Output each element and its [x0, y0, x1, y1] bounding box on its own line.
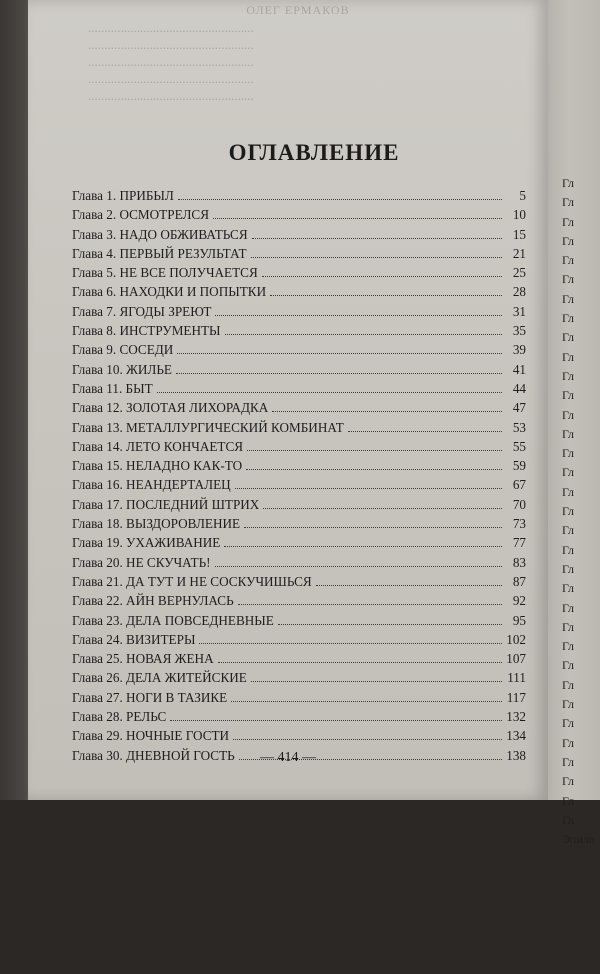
adjacent-page-fragment: Гл	[562, 619, 575, 634]
toc-list	[72, 188, 526, 767]
dot-leader	[251, 256, 502, 258]
adjacent-page-fragment: Гл	[562, 639, 575, 654]
toc-entry-label: Глава 13. МЕТАЛЛУРГИЧЕСКИЙ КОМБИНАТ	[72, 419, 344, 435]
adjacent-page-fragment: Гл	[562, 561, 575, 576]
adjacent-page-fragment: Гл	[562, 195, 575, 210]
toc-entry-page: 102	[506, 631, 526, 647]
toc-entry-label: Глава 9. СОСЕДИ	[72, 342, 174, 358]
adjacent-page-fragment: Гл	[562, 484, 575, 499]
adjacent-page-fragment: Гл	[562, 716, 575, 731]
dot-leader	[225, 333, 502, 335]
toc-entry	[72, 690, 526, 709]
toc-entry	[72, 188, 526, 207]
adjacent-page-fragment: Гл	[562, 330, 575, 345]
adjacent-page-fragment: Гл	[562, 600, 575, 615]
adjacent-page-fragment: Гл	[562, 176, 575, 190]
adjacent-page-fragment: Гл	[562, 368, 575, 383]
toc-entry-label: Глава 16. НЕАНДЕРТАЛЕЦ	[72, 477, 231, 493]
adjacent-page-fragment: Гл	[562, 542, 575, 557]
toc-entry-label: Глава 21. ДА ТУТ И НЕ СОСКУЧИШЬСЯ	[72, 573, 312, 589]
adjacent-page-fragment: Гл	[562, 407, 575, 422]
toc-entry-page: 21	[512, 245, 526, 261]
toc-entry-label: Глава 15. НЕЛАДНО КАК-ТО	[72, 458, 243, 474]
dot-leader	[348, 430, 502, 432]
toc-entry	[72, 227, 526, 246]
table-of-contents	[72, 140, 526, 767]
toc-entry-label: Глава 3. НАДО ОБЖИВАТЬСЯ	[72, 226, 248, 242]
toc-entry-label: Глава 20. НЕ СКУЧАТЬ!	[72, 554, 211, 570]
dot-leader	[218, 661, 502, 663]
toc-entry-page: 70	[512, 496, 526, 512]
toc-entry-label: Глава 22. АЙН ВЕРНУЛАСЬ	[72, 593, 234, 609]
dot-leader	[224, 545, 502, 547]
toc-entry-label: Глава 18. ВЫЗДОРОВЛЕНИЕ	[72, 516, 241, 532]
toc-entry-label: Глава 28. РЕЛЬС	[72, 709, 167, 725]
toc-entry-label: Глава 6. НАХОДКИ И ПОПЫТКИ	[72, 284, 267, 300]
dot-leader	[231, 700, 502, 702]
dot-leader	[170, 719, 502, 721]
toc-entry	[72, 477, 526, 496]
adjacent-page-fragment: Гл	[562, 311, 575, 326]
adjacent-page-text	[548, 174, 600, 974]
toc-entry	[72, 381, 526, 400]
toc-entry	[72, 728, 526, 747]
toc-entry-page: 39	[512, 342, 526, 358]
toc-entry-label: Глава 26. ДЕЛА ЖИТЕЙСКИЕ	[72, 670, 247, 686]
adjacent-page-fragment: Гл	[562, 253, 575, 268]
toc-entry	[72, 304, 526, 323]
dot-leader	[247, 449, 502, 451]
toc-entry-page: 138	[506, 747, 526, 763]
toc-entry-page: 55	[512, 438, 526, 454]
adjacent-page-fragment: Гл	[562, 793, 575, 808]
adjacent-page-fragment: Гл	[562, 581, 575, 596]
dot-leader	[251, 680, 502, 682]
toc-entry-page: 5	[519, 188, 526, 203]
toc-entry-page: 15	[512, 226, 526, 242]
toc-entry-page: 47	[512, 400, 526, 416]
dot-leader	[238, 603, 502, 605]
toc-entry-page: 111	[507, 670, 526, 686]
bleed-line: ...................................................	[88, 20, 254, 35]
toc-entry-label: Глава 19. УХАЖИВАНИЕ	[72, 535, 221, 551]
bleed-line: ...................................................	[88, 37, 254, 52]
toc-entry	[72, 555, 526, 574]
toc-entry	[72, 458, 526, 477]
adjacent-page-fragment: Гл	[562, 349, 575, 364]
toc-entry-page: 10	[512, 207, 526, 223]
toc-entry-label: Глава 27. НОГИ В ТАЗИКЕ	[72, 689, 228, 705]
running-head: ОЛЕГ ЕРМАКОВ	[246, 3, 350, 17]
toc-entry	[72, 535, 526, 554]
toc-entry-label: Глава 30. ДНЕВНОЙ ГОСТЬ	[72, 747, 235, 763]
toc-entry	[72, 593, 526, 612]
toc-entry	[72, 265, 526, 284]
adjacent-page-fragment: Гл	[562, 812, 575, 827]
toc-entry	[72, 497, 526, 516]
adjacent-page-fragment: Гл	[562, 774, 575, 789]
toc-entry-page: 31	[512, 303, 526, 319]
dot-leader	[178, 198, 502, 200]
toc-entry-page: 59	[512, 458, 526, 474]
toc-entry-label: Глава 4. ПЕРВЫЙ РЕЗУЛЬТАТ	[72, 245, 247, 261]
dot-leader	[244, 526, 502, 528]
toc-entry	[72, 651, 526, 670]
dot-leader	[177, 352, 502, 354]
toc-entry-label: Глава 8. ИНСТРУМЕНТЫ	[72, 323, 221, 339]
toc-entry-label: Глава 25. НОВАЯ ЖЕНА	[72, 651, 214, 667]
toc-entry-label: Глава 12. ЗОЛОТАЯ ЛИХОРАДКА	[72, 400, 269, 416]
page-number: — 414 —	[260, 750, 316, 765]
dot-leader	[246, 468, 502, 470]
toc-entry	[72, 246, 526, 265]
adjacent-page-fragment: Гл	[562, 233, 575, 248]
toc-title: ОГЛАВЛЕНИЕ	[228, 140, 400, 165]
dot-leader	[157, 391, 502, 393]
toc-entry	[72, 613, 526, 632]
toc-entry-page: 44	[512, 380, 526, 396]
toc-entry	[72, 342, 526, 361]
toc-entry	[72, 362, 526, 381]
toc-entry-page: 25	[512, 265, 526, 281]
show-through-text	[88, 0, 508, 140]
adjacent-page-fragment: Гл	[562, 697, 575, 712]
toc-entry-label: Глава 29. НОЧНЫЕ ГОСТИ	[72, 728, 230, 744]
adjacent-page-fragment: Гл	[562, 272, 575, 287]
toc-entry-label: Глава 10. ЖИЛЬЕ	[72, 361, 172, 377]
toc-entry	[72, 323, 526, 342]
toc-entry-page: 67	[512, 477, 526, 493]
toc-entry	[72, 516, 526, 535]
toc-entry-page: 95	[512, 612, 526, 628]
toc-entry-page: 117	[506, 689, 526, 705]
toc-entry-page: 41	[512, 361, 526, 377]
toc-entry	[72, 709, 526, 728]
toc-entry	[72, 207, 526, 226]
adjacent-page-fragment: Гл	[562, 465, 575, 480]
adjacent-page-fragment: Гл	[562, 214, 575, 229]
adjacent-page-fragment: Гл	[562, 426, 575, 441]
dot-leader	[215, 314, 502, 316]
dot-leader	[278, 623, 502, 625]
toc-entry-label: Глава 1. ПРИБЫЛ	[72, 188, 174, 203]
toc-entry-page: 87	[512, 573, 526, 589]
adjacent-page-edge	[548, 0, 600, 847]
bleed-line: ...................................................	[88, 54, 254, 69]
adjacent-page-fragment: Гл	[562, 677, 575, 692]
toc-entry	[72, 284, 526, 303]
toc-entry	[72, 400, 526, 419]
dot-leader	[263, 507, 502, 509]
toc-entry	[72, 439, 526, 458]
adjacent-page-fragment: Гл	[562, 388, 575, 403]
adjacent-page-fragment: Эпило	[562, 832, 595, 847]
adjacent-page-fragment: Гл	[562, 446, 575, 461]
dot-leader	[316, 584, 502, 586]
toc-entry-label: Глава 7. ЯГОДЫ ЗРЕЮТ	[72, 303, 212, 319]
adjacent-page-fragment: Гл	[562, 523, 575, 538]
dot-leader	[270, 294, 502, 296]
toc-entry-label: Глава 2. ОСМОТРЕЛСЯ	[72, 207, 209, 223]
toc-entry-label: Глава 11. БЫТ	[72, 380, 153, 396]
bleed-line: ...................................................	[88, 88, 254, 103]
toc-entry-label: Глава 24. ВИЗИТЕРЫ	[72, 631, 196, 647]
toc-entry-page: 77	[512, 535, 526, 551]
dot-leader	[176, 372, 502, 374]
toc-entry	[72, 574, 526, 593]
dot-leader	[215, 565, 502, 567]
toc-entry-page: 73	[512, 516, 526, 532]
toc-entry-page: 132	[506, 709, 526, 725]
dot-leader	[272, 410, 502, 412]
toc-entry	[72, 632, 526, 651]
adjacent-page-fragment: Гл	[562, 754, 575, 769]
toc-entry	[72, 420, 526, 439]
dot-leader	[262, 275, 502, 277]
dot-leader	[252, 237, 502, 239]
toc-entry-page: 53	[512, 419, 526, 435]
toc-entry-label: Глава 23. ДЕЛА ПОВСЕДНЕВНЫЕ	[72, 612, 274, 628]
toc-entry-page: 107	[506, 651, 526, 667]
dot-leader	[233, 738, 502, 740]
adjacent-page-fragment: Гл	[562, 504, 575, 519]
toc-entry-label: Глава 17. ПОСЛЕДНИЙ ШТРИХ	[72, 496, 260, 512]
toc-entry-page: 92	[512, 593, 526, 609]
toc-entry-page: 134	[506, 728, 526, 744]
dot-leader	[235, 487, 502, 489]
adjacent-page-fragment: Гл	[562, 291, 575, 306]
toc-entry-page: 83	[512, 554, 526, 570]
toc-entry-label: Глава 14. ЛЕТО КОНЧАЕТСЯ	[72, 438, 244, 454]
adjacent-page-fragment: Гл	[562, 735, 575, 750]
toc-entry-label: Глава 5. НЕ ВСЕ ПОЛУЧАЕТСЯ	[72, 265, 258, 281]
toc-entry	[72, 670, 526, 689]
toc-entry-page: 28	[512, 284, 526, 300]
dot-leader	[199, 642, 502, 644]
adjacent-page-fragment: Гл	[562, 658, 575, 673]
bleed-line: ...................................................	[88, 71, 254, 86]
dot-leader	[213, 217, 502, 219]
toc-entry-page: 35	[512, 323, 526, 339]
